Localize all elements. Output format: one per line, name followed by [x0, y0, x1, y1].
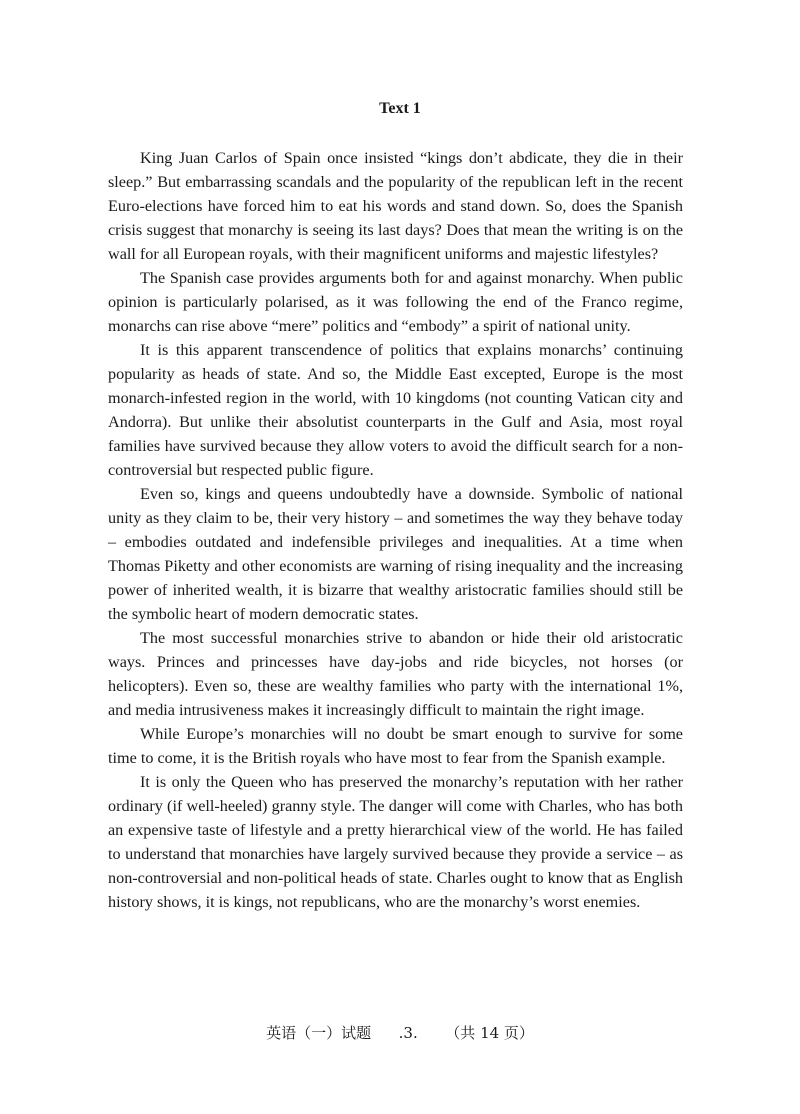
page-footer	[0, 1023, 800, 1043]
footer-page-number: .3.	[398, 1024, 418, 1042]
paragraph-4: Even so, kings and queens undoubtedly have a downside. Symbolic of national unity as they claim to be, their very history – and sometimes the way they behave today – embodies outdated and indefensible privileges and inequalities. At a time when Thomas Piketty and other economists are warning of rising inequality and the increasing power of inherited wealth, it is bizarre that wealthy aristocratic families should still be the symbolic heart of modern democratic states.	[108, 485, 683, 623]
footer-total-pages: （共 14 页）	[445, 1024, 534, 1042]
paragraph-3: It is this apparent transcendence of politics that explains monarchs’ continuing popularity as heads of state. And so, the Middle East excepted, Europe is the most monarch-infested region in the world, with 10 kingdoms (not counting Vatican city and Andorra). But unlike their absolutist counterparts in the Gulf and Asia, most royal families have survived because they allow voters to avoid the difficult search for a non-controversial but respected public figure.	[108, 341, 683, 479]
passage-body	[108, 146, 683, 914]
paragraph-2: The Spanish case provides arguments both for and against monarchy. When public opinion is particularly polarised, as it was following the end of the Franco regime, monarchs can rise above “mere” politics and “embody” a spirit of national unity.	[108, 269, 683, 335]
paragraph-6: While Europe’s monarchies will no doubt be smart enough to survive for some time to come, it is the British royals who have most to fear from the Spanish example.	[108, 725, 683, 767]
paragraph-1: King Juan Carlos of Spain once insisted “kings don’t abdicate, they die in their sleep.” But embarrassing scandals and the popularity of the republican left in the recent Euro-elections have forced him to eat his words and stand down. So, does the Spanish crisis suggest that monarchy is seeing its last days? Does that mean the writing is on the wall for all European royals, with their magnificent uniforms and majestic lifestyles?	[108, 149, 683, 263]
text-title: Text 1	[379, 100, 421, 117]
paragraph-5: The most successful monarchies strive to abandon or hide their old aristocratic ways. Princes and princesses have day-jobs and ride bicycles, not horses (or helicopters). Even so, these are wealthy families who party with the international 1%, and media intrusiveness makes it increasingly difficult to maintain the right image.	[108, 629, 683, 719]
paragraph-7: It is only the Queen who has preserved the monarchy’s reputation with her rather ordinary (if well-heeled) granny style. The danger will come with Charles, who has both an expensive taste of lifestyle and a pretty hierarchical view of the world. He has failed to understand that monarchies have largely survived because they provide a service – as non-controversial and non-political heads of state. Charles ought to know that as English history shows, it is kings, not republicans, who are the monarchy’s worst enemies.	[108, 773, 683, 911]
footer-subject: 英语（一）试题	[266, 1024, 372, 1042]
